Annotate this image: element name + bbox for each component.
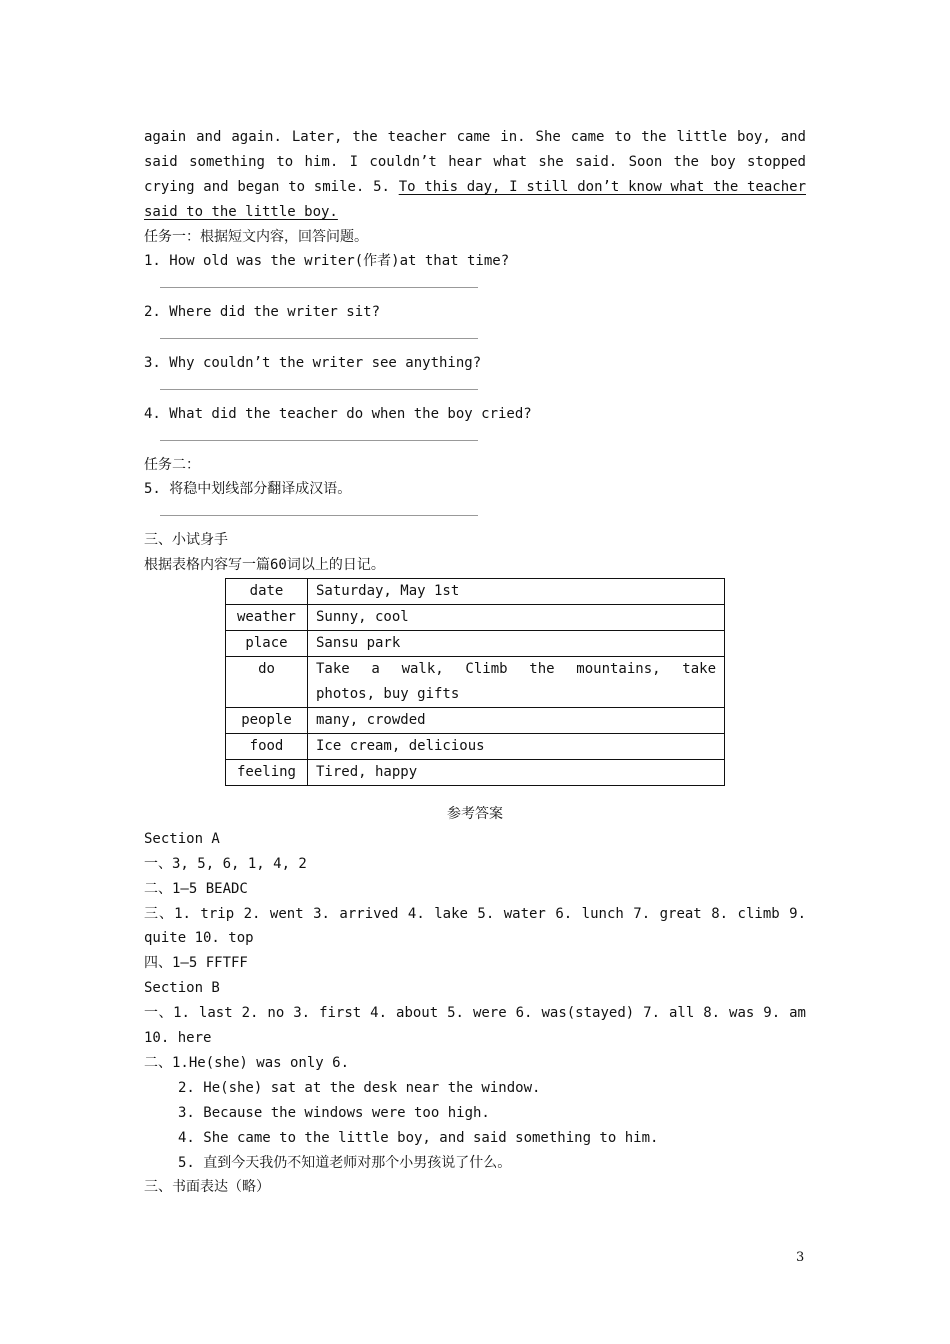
table-value bbox=[308, 657, 725, 708]
answer-line: 一、3, 5, 6, 1, 4, 2 bbox=[144, 855, 307, 872]
table-row bbox=[226, 579, 725, 605]
table-value-line: photos, buy gifts bbox=[316, 686, 460, 703]
answer-line: Section A bbox=[144, 830, 220, 847]
passage-line: said something to him. I couldn’t hear what she said. Soon the boy stopped bbox=[144, 153, 806, 170]
table-row bbox=[226, 760, 725, 786]
diary-table-wrap bbox=[144, 578, 806, 784]
passage-line bbox=[144, 200, 806, 225]
question: 5. 将稳中划线部分翻译成汉语。 bbox=[144, 481, 352, 498]
diary-table bbox=[225, 578, 725, 786]
table-row bbox=[226, 657, 725, 708]
question: 4. What did the teacher do when the boy cried? bbox=[144, 405, 532, 422]
answer-line: 二、1.He(she) was only 6. bbox=[144, 1054, 350, 1071]
task2-title: 任务二： bbox=[144, 456, 200, 473]
table-key: place bbox=[226, 631, 308, 657]
table-value: Tired, happy bbox=[308, 760, 725, 786]
document-page bbox=[144, 125, 806, 1200]
passage-line: again and again. Later, the teacher came in. She came to the little boy, and bbox=[144, 129, 806, 145]
section-title: 三、小试身手 bbox=[144, 532, 228, 549]
answer-line: Section B bbox=[144, 980, 220, 997]
answer-blank[interactable] bbox=[160, 325, 478, 339]
table-value: many, crowded bbox=[308, 708, 725, 734]
answer-line: 5. 直到今天我仍不知道老师对那个小男孩说了什么。 bbox=[178, 1154, 512, 1171]
answer-line: 四、1—5 FFTFF bbox=[144, 955, 248, 972]
answer-line: quite 10. top bbox=[144, 930, 254, 947]
table-key: do bbox=[226, 657, 308, 708]
answer-line: 一、1. last 2. no 3. first 4. about 5. were 6. was(stayed) 7. all 8. was 9. am bbox=[144, 1005, 806, 1022]
answer-line: 三、1. trip 2. went 3. arrived 4. lake 5. water 6. lunch 7. great 8. climb 9. bbox=[144, 905, 806, 922]
table-row bbox=[226, 631, 725, 657]
table-key: date bbox=[226, 579, 308, 605]
answer-blank[interactable] bbox=[160, 274, 478, 288]
instruction: 根据表格内容写一篇60词以上的日记。 bbox=[144, 557, 385, 574]
question: 3. Why couldn’t the writer see anything? bbox=[144, 355, 482, 372]
answer-blank[interactable] bbox=[160, 427, 478, 441]
answer-blank[interactable] bbox=[160, 376, 478, 390]
answer-line: 4. She came to the little boy, and said something to him. bbox=[178, 1129, 659, 1146]
table-value: Saturday, May 1st bbox=[308, 579, 725, 605]
underlined-sentence: To this day, I still don’t know what the teacher bbox=[398, 178, 806, 195]
table-row bbox=[226, 605, 725, 631]
table-key: food bbox=[226, 734, 308, 760]
table-key: weather bbox=[226, 605, 308, 631]
table-value-line: Take a walk, Climb the mountains, take bbox=[316, 661, 716, 678]
answer-line: 二、1—5 BEADC bbox=[144, 880, 248, 897]
table-key: feeling bbox=[226, 760, 308, 786]
task1-title: 任务一：根据短文内容，回答问题。 bbox=[144, 228, 368, 245]
question: 2. Where did the writer sit? bbox=[144, 304, 381, 321]
table-value: Ice cream, delicious bbox=[308, 734, 725, 760]
table-key: people bbox=[226, 708, 308, 734]
answers-title: 参考答案 bbox=[447, 806, 503, 823]
answer-line: 10. here bbox=[144, 1030, 212, 1047]
table-row bbox=[226, 734, 725, 760]
table-value: Sunny, cool bbox=[308, 605, 725, 631]
passage-line bbox=[144, 175, 806, 200]
passage-text: crying and began to smile. 5. bbox=[144, 178, 399, 195]
question: 1. How old was the writer(作者)at that time? bbox=[144, 253, 510, 270]
answer-blank[interactable] bbox=[160, 502, 478, 516]
answer-line: 2. He(she) sat at the desk near the window. bbox=[178, 1079, 541, 1096]
page-number: 3 bbox=[796, 1250, 805, 1265]
table-value: Sansu park bbox=[308, 631, 725, 657]
table-row bbox=[226, 708, 725, 734]
underlined-sentence: said to the little boy. bbox=[144, 203, 338, 220]
answer-line: 3. Because the windows were too high. bbox=[178, 1104, 490, 1121]
answer-line: 三、书面表达（略） bbox=[144, 1179, 270, 1196]
